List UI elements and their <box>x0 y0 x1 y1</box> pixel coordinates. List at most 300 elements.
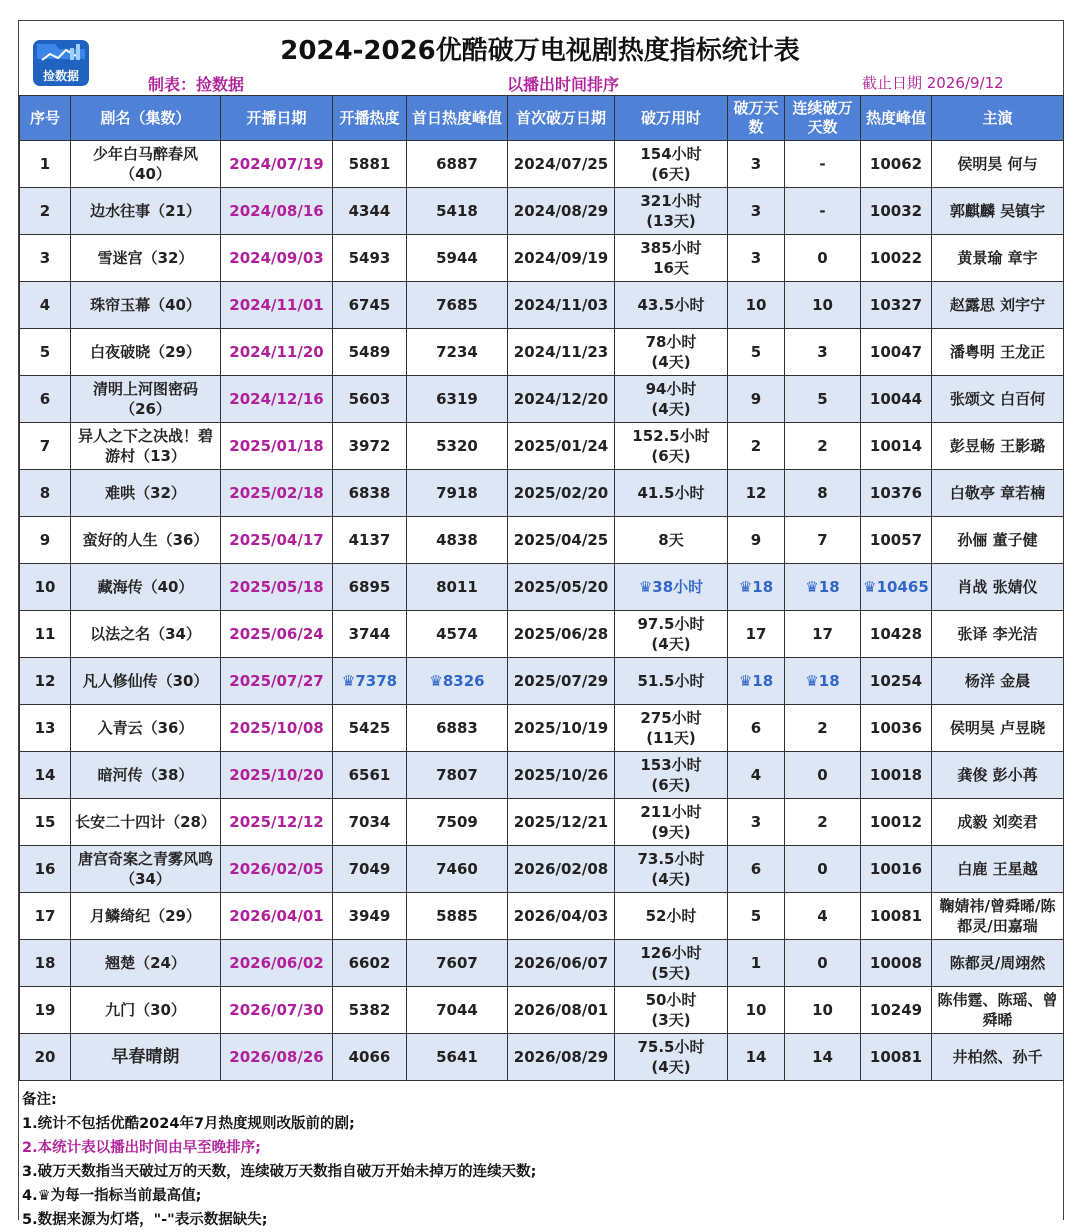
cell-value: 9 <box>750 531 762 549</box>
cell-value: 2024/07/19 <box>229 155 324 173</box>
cell-value: 2025/06/24 <box>229 625 324 643</box>
cell-value: 275小时 (11天) <box>640 709 702 747</box>
cell-value: 3949 <box>348 907 391 925</box>
cell-value: 7234 <box>436 343 478 361</box>
row-number <box>20 799 71 846</box>
cell-value: 10014 <box>869 437 923 455</box>
row-number <box>20 752 71 799</box>
consecutive-days <box>785 141 861 188</box>
cell-value: 7 <box>817 531 828 549</box>
cell-value: 边水往事（21） <box>90 202 201 220</box>
days-over-10k <box>728 564 785 611</box>
col-header: 热度峰值 <box>861 96 932 141</box>
cell-value: - <box>819 155 826 173</box>
cell-value: 2025/02/18 <box>229 484 324 502</box>
cell-value: 5418 <box>436 202 478 220</box>
cell-value: 4574 <box>436 625 478 643</box>
cell-value: 1 <box>750 954 762 972</box>
first-day-peak <box>407 846 508 893</box>
table-row <box>20 141 1064 188</box>
row-number <box>20 141 71 188</box>
first-10k-date <box>508 470 615 517</box>
drama-name <box>71 846 221 893</box>
cell-value: 10012 <box>869 813 923 831</box>
cell-value: 4 <box>39 296 51 314</box>
time-to-10k <box>615 235 728 282</box>
cell-value: 6319 <box>436 390 478 408</box>
cell-value: 9 <box>39 531 51 549</box>
time-to-10k <box>615 611 728 658</box>
time-to-10k <box>615 282 728 329</box>
cell-value: 2025/12/21 <box>513 813 609 831</box>
page-title: 2024-2026优酷破万电视剧热度指标统计表 <box>280 36 800 66</box>
cell-value: 赵露思 刘宇宁 <box>949 296 1046 314</box>
cell-value: - <box>819 202 826 220</box>
row-number <box>20 893 71 940</box>
first-10k-date <box>508 658 615 705</box>
cell-value: 0 <box>817 766 828 784</box>
open-heat <box>333 141 407 188</box>
cell-value: 潘粤明 王龙正 <box>949 343 1046 361</box>
cell-value: 凡人修仙传（30） <box>82 672 209 690</box>
table-row <box>20 987 1064 1034</box>
cell-value: 7049 <box>348 860 391 878</box>
first-10k-date <box>508 376 615 423</box>
cell-value: 41.5小时 <box>637 484 705 502</box>
table-row <box>20 752 1064 799</box>
heat-peak <box>861 705 932 752</box>
cell-value: 1 <box>39 155 51 173</box>
cell-value: 2 <box>817 437 828 455</box>
cell-value: 154小时 (6天) <box>640 145 702 183</box>
cell-value: 少年白马醉春风（40） <box>92 145 198 183</box>
cell-value: 38小时 <box>652 578 704 596</box>
heat-peak <box>861 282 932 329</box>
cell-value: 白敬亭 章若楠 <box>949 484 1046 502</box>
first-day-peak <box>407 987 508 1034</box>
cell-value: 6602 <box>348 954 391 972</box>
cell-value: 10 <box>34 578 56 596</box>
cast <box>932 611 1064 658</box>
consecutive-days <box>785 893 861 940</box>
open-heat <box>333 564 407 611</box>
cell-value: 2025/04/25 <box>513 531 609 549</box>
open-heat <box>333 752 407 799</box>
cast <box>932 376 1064 423</box>
row-number <box>20 376 71 423</box>
cell-value: 52小时 <box>645 907 697 925</box>
cell-value: 78小时 (4天) <box>645 333 697 371</box>
first-10k-date <box>508 517 615 564</box>
start-date <box>221 846 333 893</box>
cell-value: 51.5小时 <box>637 672 705 690</box>
col-header: 序号 <box>20 96 71 141</box>
days-over-10k <box>728 470 785 517</box>
time-to-10k <box>615 564 728 611</box>
start-date <box>221 423 333 470</box>
cell-value: 0 <box>817 860 828 878</box>
cell-value: 10 <box>812 296 833 314</box>
heat-peak <box>861 564 932 611</box>
cast <box>932 329 1064 376</box>
heat-peak <box>861 893 932 940</box>
consecutive-days <box>785 705 861 752</box>
first-10k-date <box>508 893 615 940</box>
cell-value: 5425 <box>348 719 391 737</box>
consecutive-days <box>785 329 861 376</box>
open-heat <box>333 329 407 376</box>
cell-value: 17 <box>812 625 833 643</box>
row-number <box>20 423 71 470</box>
cell-value: 8天 <box>658 531 684 549</box>
cell-value: 2026/08/01 <box>513 1001 609 1019</box>
consecutive-days <box>785 376 861 423</box>
open-heat <box>333 611 407 658</box>
consecutive-days <box>785 282 861 329</box>
cell-value: 10022 <box>869 249 923 267</box>
cell-value: 2025/07/27 <box>229 672 324 690</box>
cell-value: 月鳞绮纪（29） <box>90 907 201 925</box>
time-to-10k <box>615 705 728 752</box>
time-to-10k <box>615 329 728 376</box>
cell-value: 18 <box>752 672 774 690</box>
cast <box>932 517 1064 564</box>
cutoff-date: 截止日期 2026/9/12 <box>862 74 1004 92</box>
heat-peak <box>861 611 932 658</box>
open-heat <box>333 1034 407 1081</box>
days-over-10k <box>728 846 785 893</box>
cell-value: 5320 <box>436 437 478 455</box>
stats-table <box>19 95 1064 1081</box>
drama-name <box>71 517 221 564</box>
cell-value: 10327 <box>869 296 923 314</box>
cell-value: 2025/05/20 <box>513 578 609 596</box>
crown-icon: ♛ <box>638 578 653 596</box>
start-date <box>221 141 333 188</box>
note-3: 3.破万天数指当天破过万的天数，连续破万天数指自破万开始未掉万的连续天数; <box>22 1164 537 1180</box>
cell-value: 异人之下之决战！碧游村（13） <box>77 427 213 465</box>
first-day-peak <box>407 752 508 799</box>
cell-value: 2026/04/03 <box>513 907 609 925</box>
drama-name <box>71 188 221 235</box>
cell-value: 13 <box>34 719 56 737</box>
cell-value: 5 <box>750 907 762 925</box>
cell-value: 7044 <box>436 1001 478 1019</box>
cast <box>932 846 1064 893</box>
cell-value: 白鹿 王星越 <box>957 860 1038 878</box>
cell-value: 18 <box>818 578 840 596</box>
crown-icon: ♛ <box>805 672 819 690</box>
cell-value: 2025/10/20 <box>229 766 324 784</box>
cell-value: 2026/02/05 <box>229 860 324 878</box>
row-number <box>20 564 71 611</box>
cell-value: 2025/12/12 <box>229 813 324 831</box>
note-5: 5.数据来源为灯塔，"-"表示数据缺失; <box>22 1212 268 1228</box>
cell-value: 3972 <box>348 437 391 455</box>
cell-value: 7509 <box>436 813 478 831</box>
heat-peak <box>861 470 932 517</box>
cell-value: 2025/01/18 <box>229 437 324 455</box>
cell-value: 杨洋 金晨 <box>964 672 1031 690</box>
cell-value: 张译 李光洁 <box>957 625 1038 643</box>
time-to-10k <box>615 940 728 987</box>
cell-value: 5885 <box>436 907 478 925</box>
drama-name <box>71 376 221 423</box>
heat-peak <box>861 1034 932 1081</box>
first-10k-date <box>508 705 615 752</box>
cell-value: 10016 <box>869 860 923 878</box>
crown-icon: ♛ <box>341 672 356 690</box>
cell-value: 以法之名（34） <box>90 625 201 643</box>
table-row <box>20 423 1064 470</box>
start-date <box>221 611 333 658</box>
heat-peak <box>861 141 932 188</box>
table-row <box>20 658 1064 705</box>
table-row <box>20 799 1064 846</box>
cast <box>932 188 1064 235</box>
first-10k-date <box>508 423 615 470</box>
cell-value: 蛮好的人生（36） <box>82 531 209 549</box>
cell-value: 5 <box>39 343 51 361</box>
cell-value: 10018 <box>869 766 923 784</box>
first-day-peak <box>407 517 508 564</box>
time-to-10k <box>615 987 728 1034</box>
consecutive-days <box>785 517 861 564</box>
cell-value: 2025/10/26 <box>513 766 609 784</box>
start-date <box>221 376 333 423</box>
cell-value: 17 <box>745 625 767 643</box>
open-heat <box>333 893 407 940</box>
cell-value: 14 <box>34 766 56 784</box>
cell-value: 50小时 (3天) <box>645 991 697 1029</box>
cast <box>932 940 1064 987</box>
open-heat <box>333 658 407 705</box>
cell-value: 4 <box>750 766 762 784</box>
drama-name <box>71 893 221 940</box>
consecutive-days <box>785 799 861 846</box>
cell-value: 10 <box>745 296 767 314</box>
table-row <box>20 611 1064 658</box>
cell-value: 18 <box>752 578 774 596</box>
days-over-10k <box>728 376 785 423</box>
cell-value: 6745 <box>348 296 391 314</box>
days-over-10k <box>728 282 785 329</box>
open-heat <box>333 282 407 329</box>
cell-value: 黄景瑜 章宇 <box>957 249 1038 267</box>
cell-value: 8326 <box>442 672 485 690</box>
cell-value: 10081 <box>869 1048 923 1066</box>
cast <box>932 423 1064 470</box>
cell-value: 8 <box>39 484 51 502</box>
cell-value: 藏海传（40） <box>97 578 194 596</box>
start-date <box>221 893 333 940</box>
cast <box>932 141 1064 188</box>
days-over-10k <box>728 893 785 940</box>
row-number <box>20 1034 71 1081</box>
cell-value: 2025/04/17 <box>229 531 324 549</box>
cast <box>932 564 1064 611</box>
cell-value: 2024/09/03 <box>229 249 324 267</box>
cell-value: 2 <box>39 202 51 220</box>
row-number <box>20 658 71 705</box>
first-day-peak <box>407 423 508 470</box>
row-number <box>20 987 71 1034</box>
cast <box>932 470 1064 517</box>
cell-value: 0 <box>817 249 828 267</box>
cell-value: 侯明昊 何与 <box>957 155 1038 173</box>
heat-peak <box>861 376 932 423</box>
cell-value: 14 <box>745 1048 767 1066</box>
heat-peak <box>861 517 932 564</box>
first-day-peak <box>407 188 508 235</box>
time-to-10k <box>615 188 728 235</box>
drama-name <box>71 282 221 329</box>
col-header: 首日热度峰值 <box>407 96 508 141</box>
cell-value: 5493 <box>348 249 391 267</box>
crown-icon: ♛ <box>863 578 877 596</box>
cell-value: 6 <box>750 719 762 737</box>
cell-value: 张颂文 白百何 <box>949 390 1046 408</box>
first-day-peak <box>407 1034 508 1081</box>
start-date <box>221 282 333 329</box>
consecutive-days <box>785 564 861 611</box>
cell-value: 侯明昊 卢昱晓 <box>949 719 1046 737</box>
consecutive-days <box>785 752 861 799</box>
days-over-10k <box>728 517 785 564</box>
start-date <box>221 188 333 235</box>
start-date <box>221 329 333 376</box>
cell-value: 3 <box>750 249 762 267</box>
cell-value: 0 <box>817 954 828 972</box>
cell-value: 211小时 (9天) <box>640 803 702 841</box>
open-heat <box>333 987 407 1034</box>
start-date <box>221 1034 333 1081</box>
notes-heading: 备注: <box>22 1092 57 1108</box>
cell-value: 9 <box>750 390 762 408</box>
days-over-10k <box>728 329 785 376</box>
first-10k-date <box>508 1034 615 1081</box>
start-date <box>221 987 333 1034</box>
first-day-peak <box>407 282 508 329</box>
time-to-10k <box>615 893 728 940</box>
days-over-10k <box>728 940 785 987</box>
days-over-10k <box>728 188 785 235</box>
cell-value: 3 <box>39 249 51 267</box>
first-10k-date <box>508 282 615 329</box>
first-day-peak <box>407 893 508 940</box>
drama-name <box>71 940 221 987</box>
days-over-10k <box>728 235 785 282</box>
time-to-10k <box>615 799 728 846</box>
consecutive-days <box>785 846 861 893</box>
maker-label: 制表：捡数据 <box>148 75 245 94</box>
cast <box>932 235 1064 282</box>
cell-value: 7807 <box>436 766 478 784</box>
first-day-peak <box>407 705 508 752</box>
cell-value: 16 <box>34 860 56 878</box>
cell-value: 2026/04/01 <box>229 907 324 925</box>
cell-value: 珠帘玉幕（40） <box>90 296 201 314</box>
days-over-10k <box>728 611 785 658</box>
cell-value: 153小时 (6天) <box>640 756 702 794</box>
cell-value: 2024/11/01 <box>229 296 324 314</box>
row-number <box>20 517 71 564</box>
start-date <box>221 940 333 987</box>
start-date <box>221 235 333 282</box>
table-row <box>20 705 1064 752</box>
cell-value: 白夜破晓（29） <box>90 343 201 361</box>
cell-value: 3 <box>750 813 762 831</box>
cell-value: 97.5小时 (4天) <box>637 615 705 653</box>
table-row <box>20 282 1064 329</box>
row-number <box>20 188 71 235</box>
cell-value: 14 <box>812 1048 833 1066</box>
cell-value: 6887 <box>436 155 478 173</box>
table-row <box>20 470 1064 517</box>
cell-value: 2025/05/18 <box>229 578 324 596</box>
cell-value: 12 <box>745 484 767 502</box>
first-day-peak <box>407 235 508 282</box>
cell-value: 入青云（36） <box>97 719 194 737</box>
first-10k-date <box>508 329 615 376</box>
start-date <box>221 658 333 705</box>
cell-value: 6 <box>750 860 762 878</box>
consecutive-days <box>785 658 861 705</box>
cell-value: 翘楚（24） <box>105 954 186 972</box>
consecutive-days <box>785 235 861 282</box>
first-10k-date <box>508 141 615 188</box>
cell-value: 10081 <box>869 907 923 925</box>
drama-name <box>71 423 221 470</box>
cell-value: 郭麒麟 吴镇宇 <box>949 202 1046 220</box>
cell-value: 早春晴朗 <box>111 1047 180 1067</box>
consecutive-days <box>785 940 861 987</box>
cell-value: 2 <box>817 813 828 831</box>
cell-value: 5881 <box>348 155 391 173</box>
crown-icon: ♛ <box>738 672 753 690</box>
cell-value: 难哄（32） <box>105 484 186 502</box>
logo-text: 捡数据 <box>42 69 80 83</box>
cell-value: 2026/06/07 <box>513 954 609 972</box>
drama-name <box>71 658 221 705</box>
drama-name <box>71 611 221 658</box>
cell-value: 10036 <box>869 719 923 737</box>
cell-value: 10044 <box>869 390 923 408</box>
row-number <box>20 846 71 893</box>
col-header: 连续破万天数 <box>785 96 861 141</box>
start-date <box>221 470 333 517</box>
cell-value: 2026/02/08 <box>513 860 609 878</box>
first-10k-date <box>508 188 615 235</box>
cell-value: 17 <box>34 907 56 925</box>
cell-value: 2025/01/24 <box>513 437 609 455</box>
cell-value: 2024/09/19 <box>513 249 609 267</box>
table-row <box>20 188 1064 235</box>
col-header: 开播热度 <box>333 96 407 141</box>
cell-value: 7 <box>39 437 51 455</box>
cell-value: 7918 <box>436 484 478 502</box>
cell-value: 2026/07/30 <box>229 1001 324 1019</box>
cell-value: 10428 <box>869 625 923 643</box>
cell-value: 彭昱畅 王影璐 <box>949 437 1046 455</box>
cell-value: 7685 <box>436 296 478 314</box>
row-number <box>20 329 71 376</box>
start-date <box>221 705 333 752</box>
open-heat <box>333 423 407 470</box>
days-over-10k <box>728 752 785 799</box>
first-day-peak <box>407 141 508 188</box>
consecutive-days <box>785 470 861 517</box>
